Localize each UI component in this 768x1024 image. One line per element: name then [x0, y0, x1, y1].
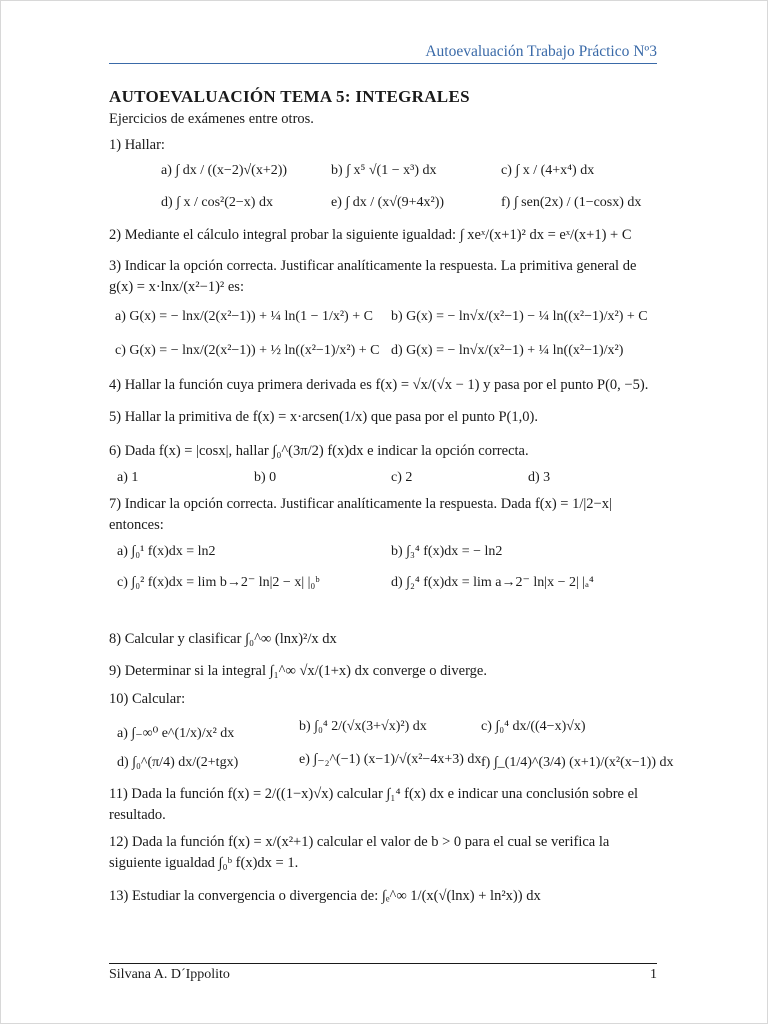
q7-option-b: b) ∫₃⁴ f(x)dx = − ln2	[391, 544, 503, 559]
q3-label: 3) Indicar la opción correcta. Justificar analíticamente la respuesta. La primitiva general de g(x) = x·lnx/(x²−1)² es:	[109, 258, 637, 295]
q3-option-c: c) G(x) = − lnx/(2(x²−1)) + ½ ln((x²−1)/x²) + C	[115, 343, 380, 358]
q7-option-d: d) ∫₂⁴ f(x)dx = lim a→2⁻ ln|x − 2| |ₐ⁴	[391, 575, 594, 590]
q3-option-a: a) G(x) = − lnx/(2(x²−1)) + ¼ ln(1 − 1/x²) + C	[115, 309, 373, 324]
q10-option-d: d) ∫₀^(π/4) dx/(2+tgx)	[117, 755, 239, 770]
q1-option-b: b) ∫ x⁵ √(1 − x³) dx	[331, 163, 437, 178]
q1-option-f: f) ∫ sen(2x) / (1−cosx) dx	[501, 195, 642, 210]
q5-text: 5) Hallar la primitiva de f(x) = x·arcsen(1/x) que pasa por el punto P(1,0).	[109, 409, 538, 425]
q6-option-d: d) 3	[528, 470, 551, 485]
q1-option-a: a) ∫ dx / ((x−2)√(x+2))	[161, 163, 288, 178]
q13-text: 13) Estudiar la convergencia o divergencia de: ∫ₑ^∞ 1/(x(√(lnx) + ln²x)) dx	[109, 888, 541, 904]
footer-author: Silvana A. D´Ippolito	[109, 967, 230, 982]
footer-rule	[109, 963, 657, 964]
q8-text: 8) Calcular y clasificar ∫₀^∞ (lnx)²/x dx	[109, 631, 337, 647]
q7-label: 7) Indicar la opción correcta. Justificar analíticamente la respuesta. Dada f(x) = 1/|2−x| entonces:	[109, 496, 612, 533]
q12-text: 12) Dada la función f(x) = x/(x²+1) calcular el valor de b > 0 para el cual se verifica la siguiente igualdad ∫₀ᵇ f(x)dx = 1.	[109, 834, 610, 871]
page-number: 1	[650, 967, 657, 982]
q9-text: 9) Determinar si la integral ∫₁^∞ √x/(1+x) dx converge o diverge.	[109, 663, 487, 679]
q7-option-a: a) ∫₀¹ f(x)dx = ln2	[117, 544, 216, 559]
q10-option-f: f) ∫_(1/4)^(3/4) (x+1)/(x²(x−1)) dx	[481, 755, 674, 770]
q6-label: 6) Dada f(x) = |cosx|, hallar ∫₀^(3π/2) f(x)dx e indicar la opción correcta.	[109, 443, 529, 459]
q10-option-b: b) ∫₀⁴ 2/(√x(3+√x)²) dx	[299, 719, 427, 734]
q6-option-a: a) 1	[117, 470, 139, 485]
q1-option-d: d) ∫ x / cos²(2−x) dx	[161, 195, 273, 210]
q1-option-c: c) ∫ x / (4+x⁴) dx	[501, 163, 595, 178]
q7-option-c: c) ∫₀² f(x)dx = lim b→2⁻ ln|2 − x| |₀ᵇ	[117, 575, 320, 590]
q6-option-c: c) 2	[391, 470, 413, 485]
q11-text: 11) Dada la función f(x) = 2/((1−x)√x) calcular ∫₁⁴ f(x) dx e indicar una conclusión sobre el resultado.	[109, 786, 639, 823]
q10-label: 10) Calcular:	[109, 691, 186, 707]
q3-option-b: b) G(x) = − ln√x/(x²−1) − ¼ ln((x²−1)/x²) + C	[391, 309, 648, 324]
q6-option-b: b) 0	[254, 470, 277, 485]
q2-text: 2) Mediante el cálculo integral probar la siguiente igualdad: ∫ xeˣ/(x+1)² dx = eˣ/(x+1) + C	[109, 227, 632, 243]
q4-text: 4) Hallar la función cuya primera derivada es f(x) = √x/(√x − 1) y pasa por el punto P(0, −5).	[109, 377, 649, 393]
q1-label: 1) Hallar:	[109, 137, 165, 153]
page-title: AUTOEVALUACIÓN TEMA 5: INTEGRALES	[109, 87, 470, 106]
q3-option-d: d) G(x) = − ln√x/(x²−1) + ¼ ln((x²−1)/x²)	[391, 343, 624, 358]
q1-option-e: e) ∫ dx / (x√(9+4x²))	[331, 195, 445, 210]
q10-option-c: c) ∫₀⁴ dx/((4−x)√x)	[481, 719, 586, 734]
q10-option-e: e) ∫₋₂^(−1) (x−1)/√(x²−4x+3) dx	[299, 752, 482, 767]
running-header: Autoevaluación Trabajo Práctico Nº3	[425, 43, 657, 60]
q10-option-a: a) ∫₋∞⁰ e^(1/x)/x² dx	[117, 726, 235, 741]
header-rule	[109, 63, 657, 64]
intro-text: Ejercicios de exámenes entre otros.	[109, 111, 314, 127]
